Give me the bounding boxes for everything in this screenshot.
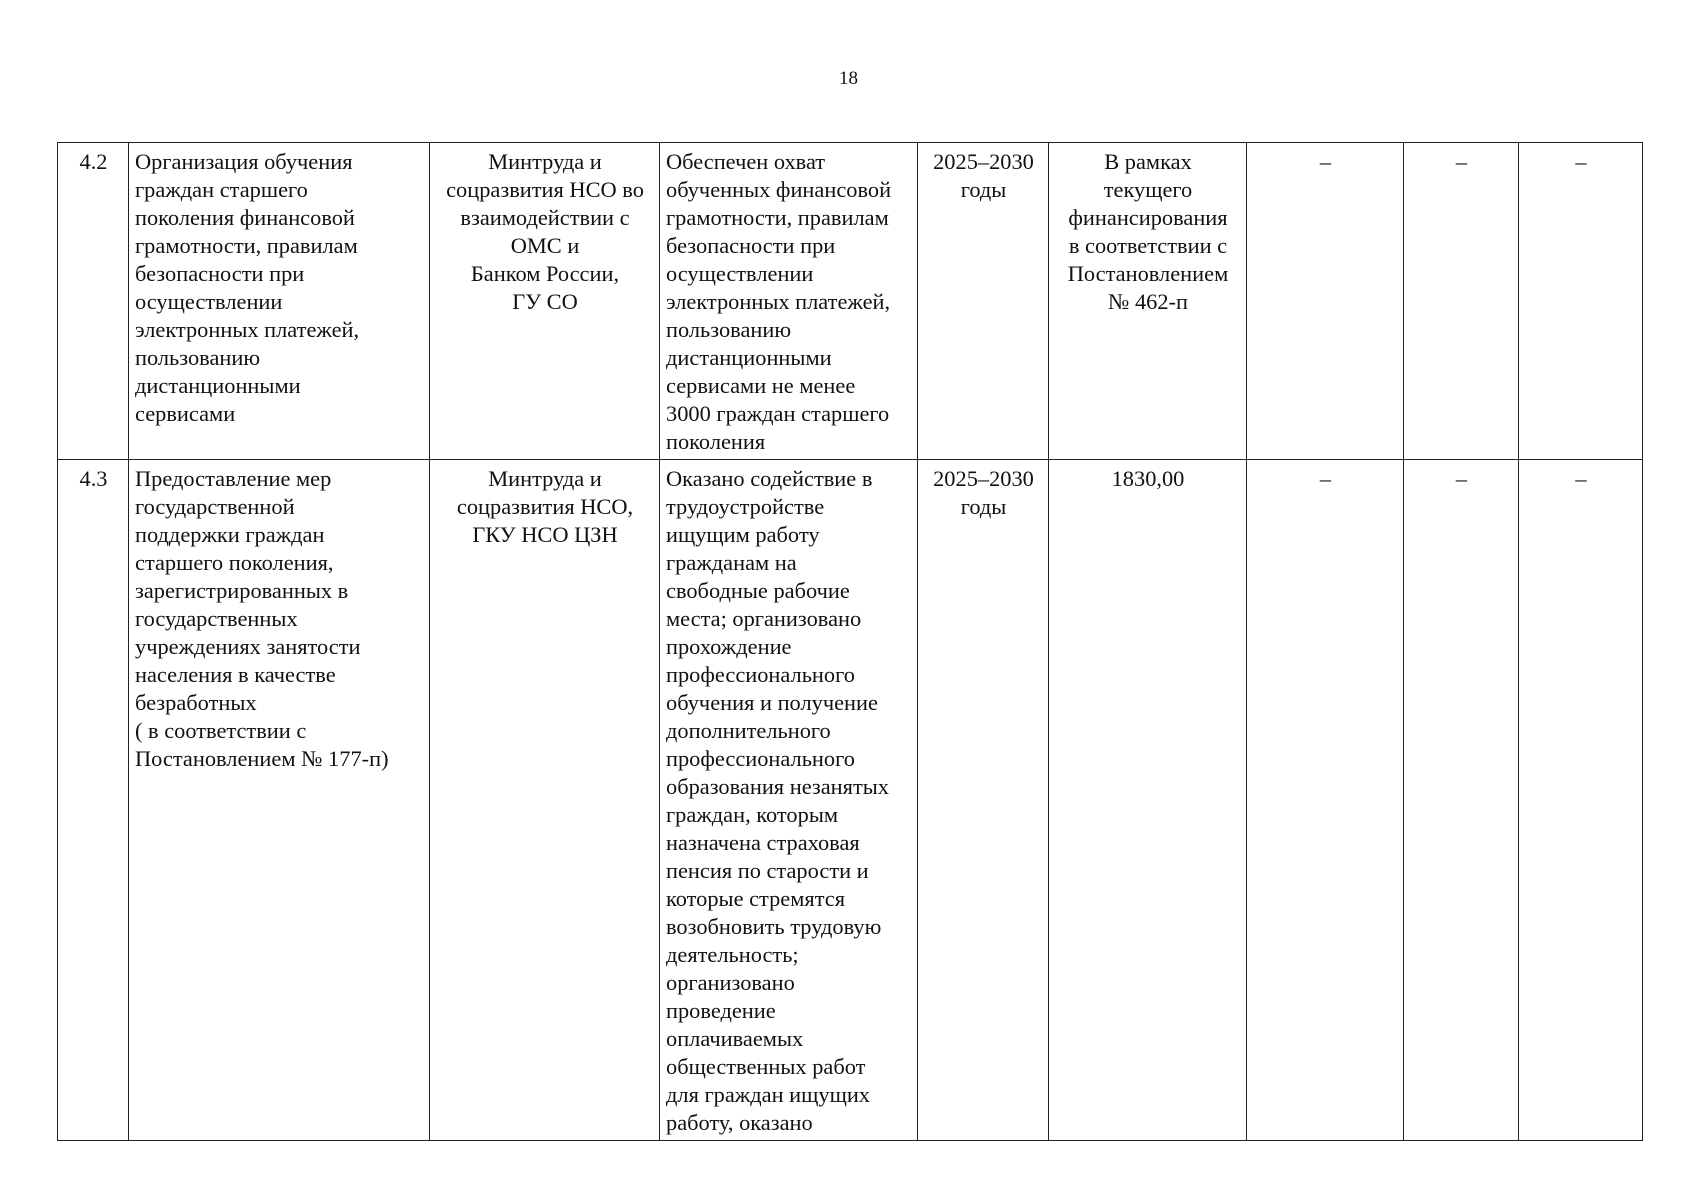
funding-line: 1830,00: [1111, 466, 1185, 491]
result-line: профессионального: [666, 662, 855, 687]
result-line: Оказано содействие в: [666, 466, 873, 491]
result-line: гражданам на: [666, 550, 797, 575]
result-cell: [660, 143, 918, 460]
executor-cell: [430, 143, 660, 460]
activity-cell: [129, 460, 430, 1141]
result-line: для граждан ищущих: [666, 1082, 870, 1107]
activity-line: зарегистрированных в: [135, 578, 349, 603]
executor-line: соцразвития НСО,: [456, 494, 634, 519]
result-line: дополнительного: [666, 718, 831, 743]
funding-cell: [1049, 460, 1247, 1141]
activity-line: безработных: [135, 690, 257, 715]
result-line: возобновить трудовую: [666, 914, 882, 939]
result-line: оплачиваемых: [666, 1026, 804, 1051]
activity-line: Предоставление мер: [135, 466, 332, 491]
row-number-cell: 4.3: [58, 460, 129, 1141]
activity-line: Организация обучения: [135, 149, 353, 174]
activity-line: дистанционными: [135, 373, 301, 398]
period-line: 2025–2030: [933, 149, 1034, 174]
result-line: места; организовано: [666, 606, 862, 631]
result-line: проведение: [666, 998, 776, 1023]
activities-table: [57, 142, 1643, 1141]
result-line: прохождение: [666, 634, 792, 659]
funding-line: В рамках: [1104, 149, 1192, 174]
result-line: назначена страховая: [666, 830, 860, 855]
period-line: годы: [960, 177, 1007, 202]
result-line: деятельность;: [666, 942, 799, 967]
result-line: Обеспечен охват: [666, 149, 826, 174]
executor-cell: [430, 460, 660, 1141]
result-line: обучения и получение: [666, 690, 878, 715]
result-line: ищущим работу: [666, 522, 820, 547]
activity-line: поддержки граждан: [135, 522, 325, 547]
period-cell: [918, 143, 1049, 460]
activity-line: грамотности, правилам: [135, 233, 358, 258]
result-line: электронных платежей,: [666, 289, 891, 314]
value-cell: –: [1404, 460, 1519, 1141]
activity-line: сервисами: [135, 401, 236, 426]
activity-line: электронных платежей,: [135, 317, 360, 342]
executor-line: ГУ СО: [512, 289, 578, 314]
period-cell: [918, 460, 1049, 1141]
funding-cell: [1049, 143, 1247, 460]
result-line: трудоустройстве: [666, 494, 825, 519]
table-row: [58, 460, 1643, 1141]
funding-line: финансирования: [1068, 205, 1228, 230]
funding-line: в соответствии с: [1068, 233, 1228, 258]
activity-line: государственной: [135, 494, 295, 519]
activity-line: осуществлении: [135, 289, 283, 314]
executor-line: Минтруда и: [488, 466, 602, 491]
executor-line: Банком России,: [470, 261, 620, 286]
result-line: грамотности, правилам: [666, 205, 889, 230]
executor-line: Минтруда и: [488, 149, 602, 174]
result-line: дистанционными: [666, 345, 832, 370]
result-line: осуществлении: [666, 261, 814, 286]
row-number-cell: 4.2: [58, 143, 129, 460]
value-cell: –: [1519, 460, 1643, 1141]
result-line: поколения: [666, 429, 766, 454]
activity-line: поколения финансовой: [135, 205, 355, 230]
executor-line: взаимодействии с: [460, 205, 630, 230]
result-line: организовано: [666, 970, 795, 995]
table-body: [58, 143, 1643, 1141]
result-line: сервисами не менее: [666, 373, 856, 398]
executor-line: соцразвития НСО во: [446, 177, 644, 202]
result-line: 3000 граждан старшего: [666, 401, 890, 426]
activity-line: ( в соответствии с: [135, 718, 307, 743]
result-line: которые стремятся: [666, 886, 845, 911]
result-line: образования незанятых: [666, 774, 889, 799]
activity-line: населения в качестве: [135, 662, 336, 687]
value-cell: –: [1519, 143, 1643, 460]
activity-line: учреждениях занятости: [135, 634, 361, 659]
period-line: 2025–2030: [933, 466, 1034, 491]
result-line: работу, оказано: [666, 1110, 813, 1135]
activity-cell: [129, 143, 430, 460]
table-row: [58, 143, 1643, 460]
result-line: граждан, которым: [666, 802, 839, 827]
activity-line: государственных: [135, 606, 298, 631]
activity-line: Постановлением № 177-п): [135, 746, 389, 771]
result-line: пользованию: [666, 317, 792, 342]
funding-line: текущего: [1103, 177, 1193, 202]
result-cell: [660, 460, 918, 1141]
result-line: обученных финансовой: [666, 177, 892, 202]
result-line: безопасности при: [666, 233, 836, 258]
page-number: 18: [839, 68, 858, 89]
activity-line: граждан старшего: [135, 177, 308, 202]
value-cell: –: [1247, 460, 1404, 1141]
activity-line: старшего поколения,: [135, 550, 334, 575]
funding-line: № 462-п: [1108, 289, 1188, 314]
result-line: общественных работ: [666, 1054, 866, 1079]
executor-line: ОМС и: [510, 233, 580, 258]
activity-line: пользованию: [135, 345, 261, 370]
result-line: пенсия по старости и: [666, 858, 869, 883]
funding-line: Постановлением: [1067, 261, 1229, 286]
result-line: профессионального: [666, 746, 855, 771]
result-line: свободные рабочие: [666, 578, 850, 603]
executor-line: ГКУ НСО ЦЗН: [472, 522, 618, 547]
value-cell: –: [1247, 143, 1404, 460]
activity-line: безопасности при: [135, 261, 305, 286]
value-cell: –: [1404, 143, 1519, 460]
period-line: годы: [960, 494, 1007, 519]
